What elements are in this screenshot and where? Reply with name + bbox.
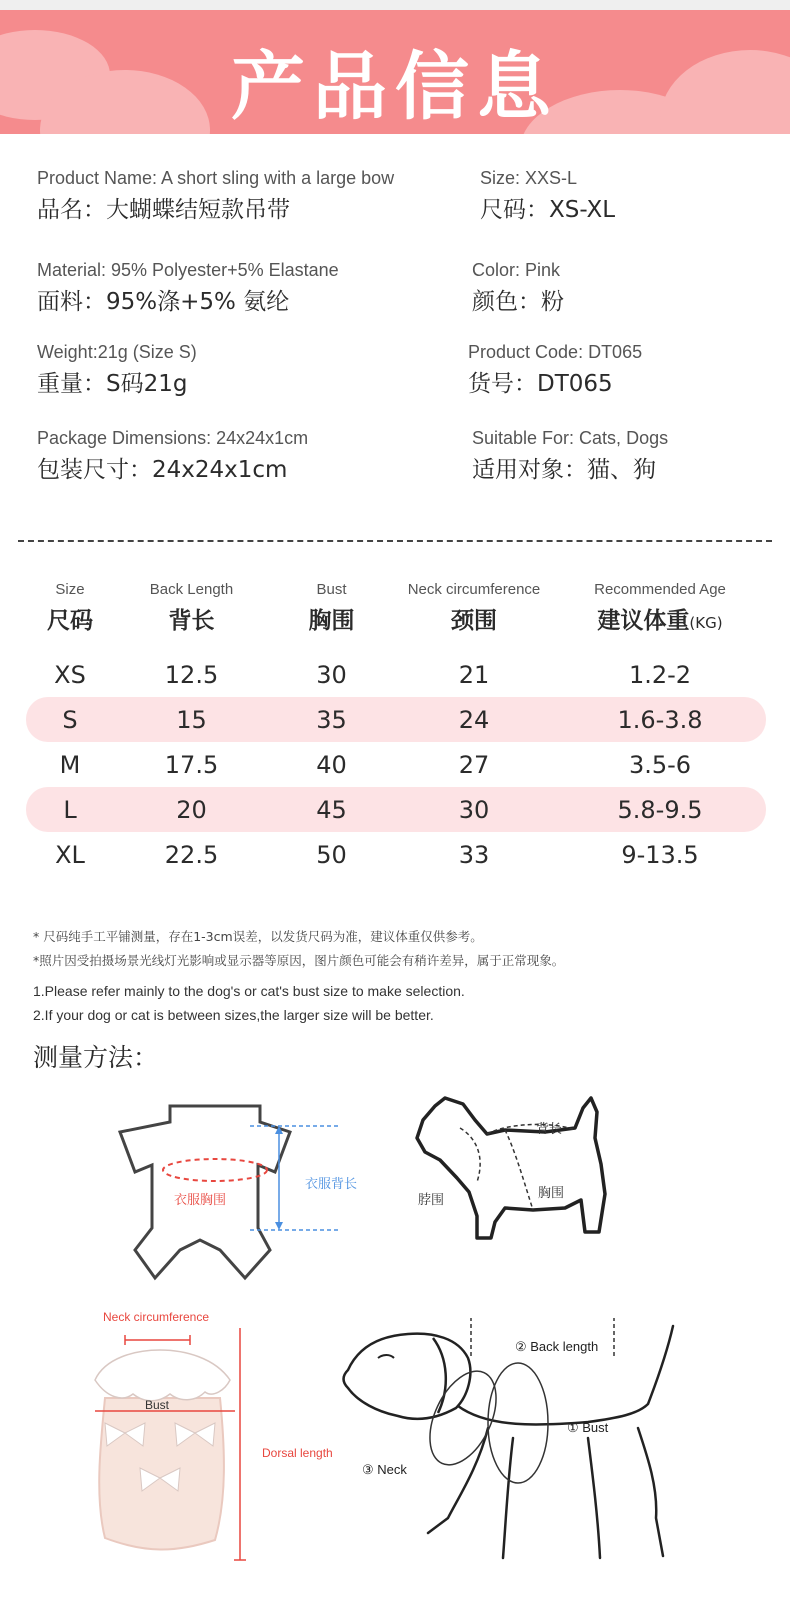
info-zh: 货号：DT065 xyxy=(468,371,613,397)
dog-eye-icon xyxy=(378,1355,394,1358)
dog-outline xyxy=(417,1098,605,1238)
dog2-neck-label: ③ Neck xyxy=(362,1462,407,1477)
dog-back-label: 背长 xyxy=(536,1122,563,1137)
info-en: Weight:21g (Size S) xyxy=(37,342,197,362)
info-en: Package Dimensions: 24x24x1cm xyxy=(37,428,309,448)
cell-neck: 21 xyxy=(458,660,490,689)
note-en: 1.Please refer mainly to the dog's or cat's bust size to make selection. xyxy=(33,983,465,999)
garment-bust-label: 衣服胸围 xyxy=(174,1193,227,1208)
header-en: Back Length xyxy=(149,581,234,598)
measurement-method-title: 测量方法： xyxy=(33,1043,159,1072)
info-zh: 适用对象：猫、狗 xyxy=(472,457,656,483)
top-strip xyxy=(0,0,790,10)
header-size xyxy=(26,578,114,648)
header-back-length xyxy=(114,578,269,648)
dog-diagram-1 xyxy=(405,1090,635,1265)
table-header xyxy=(26,578,766,648)
cell-size: XL xyxy=(55,840,85,869)
header-zh: 尺码 xyxy=(47,608,93,634)
table-body xyxy=(26,652,766,877)
cell-neck: 33 xyxy=(458,840,490,869)
info-zh: 品名：大蝴蝶结短款吊带 xyxy=(37,197,290,223)
header-zh-text: 建议体重 xyxy=(597,608,690,634)
info-en: Color: Pink xyxy=(472,260,561,280)
table-row xyxy=(26,787,766,832)
header-banner xyxy=(0,10,790,134)
info-zh: 尺码：XS-XL xyxy=(480,197,616,223)
garment-back-label: 衣服背长 xyxy=(305,1177,358,1192)
info-weight xyxy=(37,342,197,398)
info-color xyxy=(472,260,564,316)
neck-measure xyxy=(460,1128,480,1182)
note-en: 2.If your dog or cat is between sizes,the larger size will be better. xyxy=(33,1007,434,1023)
dog-bust-label: 胸围 xyxy=(538,1186,565,1201)
cell-back: 12.5 xyxy=(164,660,219,689)
cell-back: 17.5 xyxy=(164,750,219,779)
dog2-back-label: ② Back length xyxy=(515,1339,599,1354)
cell-bust: 35 xyxy=(316,705,347,734)
garment-body xyxy=(99,1398,224,1550)
info-size xyxy=(480,168,615,224)
dog-neck-label: 脖围 xyxy=(418,1193,445,1208)
cell-weight: 9-13.5 xyxy=(621,840,699,869)
cell-size: XS xyxy=(54,660,86,689)
cell-neck: 27 xyxy=(458,750,490,779)
info-zh: 面料：95%涤+5% 氨纶 xyxy=(37,289,290,315)
photo-neck-label: Neck circumference xyxy=(103,1310,210,1324)
cell-bust: 50 xyxy=(316,840,347,869)
bust-measure xyxy=(505,1130,533,1210)
info-en: Suitable For: Cats, Dogs xyxy=(472,428,669,448)
header-en: Recommended Age xyxy=(594,581,726,598)
photo-bust-label: Bust xyxy=(145,1398,170,1412)
info-material xyxy=(37,260,339,316)
note-zh: * 尺码纯手工平铺测量，存在1-3cm误差，以发货尺码为准，建议体重仅供参考。 xyxy=(33,929,483,944)
cell-size: L xyxy=(63,795,77,824)
cell-neck: 30 xyxy=(458,795,490,824)
info-package xyxy=(37,428,308,484)
info-en: Product Name: A short sling with a large bow xyxy=(37,168,395,188)
header-en: Bust xyxy=(316,581,347,598)
dog-head xyxy=(344,1334,471,1419)
garment-diagram xyxy=(115,1100,375,1290)
cell-back: 15 xyxy=(176,705,207,734)
cell-weight: 1.6-3.8 xyxy=(617,705,703,734)
info-suitable xyxy=(472,428,668,484)
table-row xyxy=(26,742,766,787)
ruffle-collar xyxy=(95,1350,230,1401)
cell-weight: 3.5-6 xyxy=(628,750,692,779)
info-en: Size: XXS-L xyxy=(480,168,578,188)
cell-bust: 30 xyxy=(316,660,347,689)
dog-body xyxy=(428,1326,673,1558)
header-en: Size xyxy=(55,581,85,598)
header-bust xyxy=(269,578,394,648)
dog2-bust-label: ① Bust xyxy=(567,1420,609,1435)
size-table xyxy=(26,578,766,877)
cell-size: S xyxy=(62,705,78,734)
table-row xyxy=(26,652,766,697)
cell-back: 20 xyxy=(176,795,207,824)
info-en: Product Code: DT065 xyxy=(468,342,643,362)
info-product-name xyxy=(37,168,394,224)
header-zh: 胸围 xyxy=(308,608,355,634)
header-zh: 颈围 xyxy=(451,608,497,634)
info-zh: 包装尺寸：24x24x1cm xyxy=(37,457,288,483)
cell-back: 22.5 xyxy=(164,840,219,869)
cell-bust: 45 xyxy=(316,795,347,824)
dashed-divider xyxy=(18,540,772,542)
note-zh: *照片因受拍摄场景光线灯光影响或显示器等原因，图片颜色可能会有稍许差异，属于正常现象。 xyxy=(33,953,565,968)
header-weight xyxy=(554,578,766,648)
cell-weight: 5.8-9.5 xyxy=(617,795,703,824)
header-unit: (KG) xyxy=(689,614,723,632)
dog-diagram-2 xyxy=(338,1318,728,1568)
photo-dorsal-label: Dorsal length xyxy=(262,1446,333,1460)
cell-weight: 1.2-2 xyxy=(628,660,692,689)
table-row xyxy=(26,697,766,742)
header-neck xyxy=(394,578,554,648)
cell-size: M xyxy=(59,750,81,779)
info-product-code xyxy=(468,342,642,398)
arrow-down-icon xyxy=(275,1222,283,1230)
info-zh: 重量：S码21g xyxy=(37,371,188,397)
header-zh: 背长 xyxy=(168,608,215,634)
header-zh xyxy=(554,602,766,635)
info-zh: 颜色：粉 xyxy=(472,289,564,315)
page-title: 产品信息 xyxy=(231,44,559,130)
table-row xyxy=(26,832,766,877)
cell-bust: 40 xyxy=(316,750,347,779)
info-en: Material: 95% Polyester+5% Elastane xyxy=(37,260,339,280)
bust-line xyxy=(163,1159,267,1181)
header-en: Neck circumference xyxy=(407,581,541,598)
notes xyxy=(33,925,773,1027)
cell-neck: 24 xyxy=(458,705,490,734)
